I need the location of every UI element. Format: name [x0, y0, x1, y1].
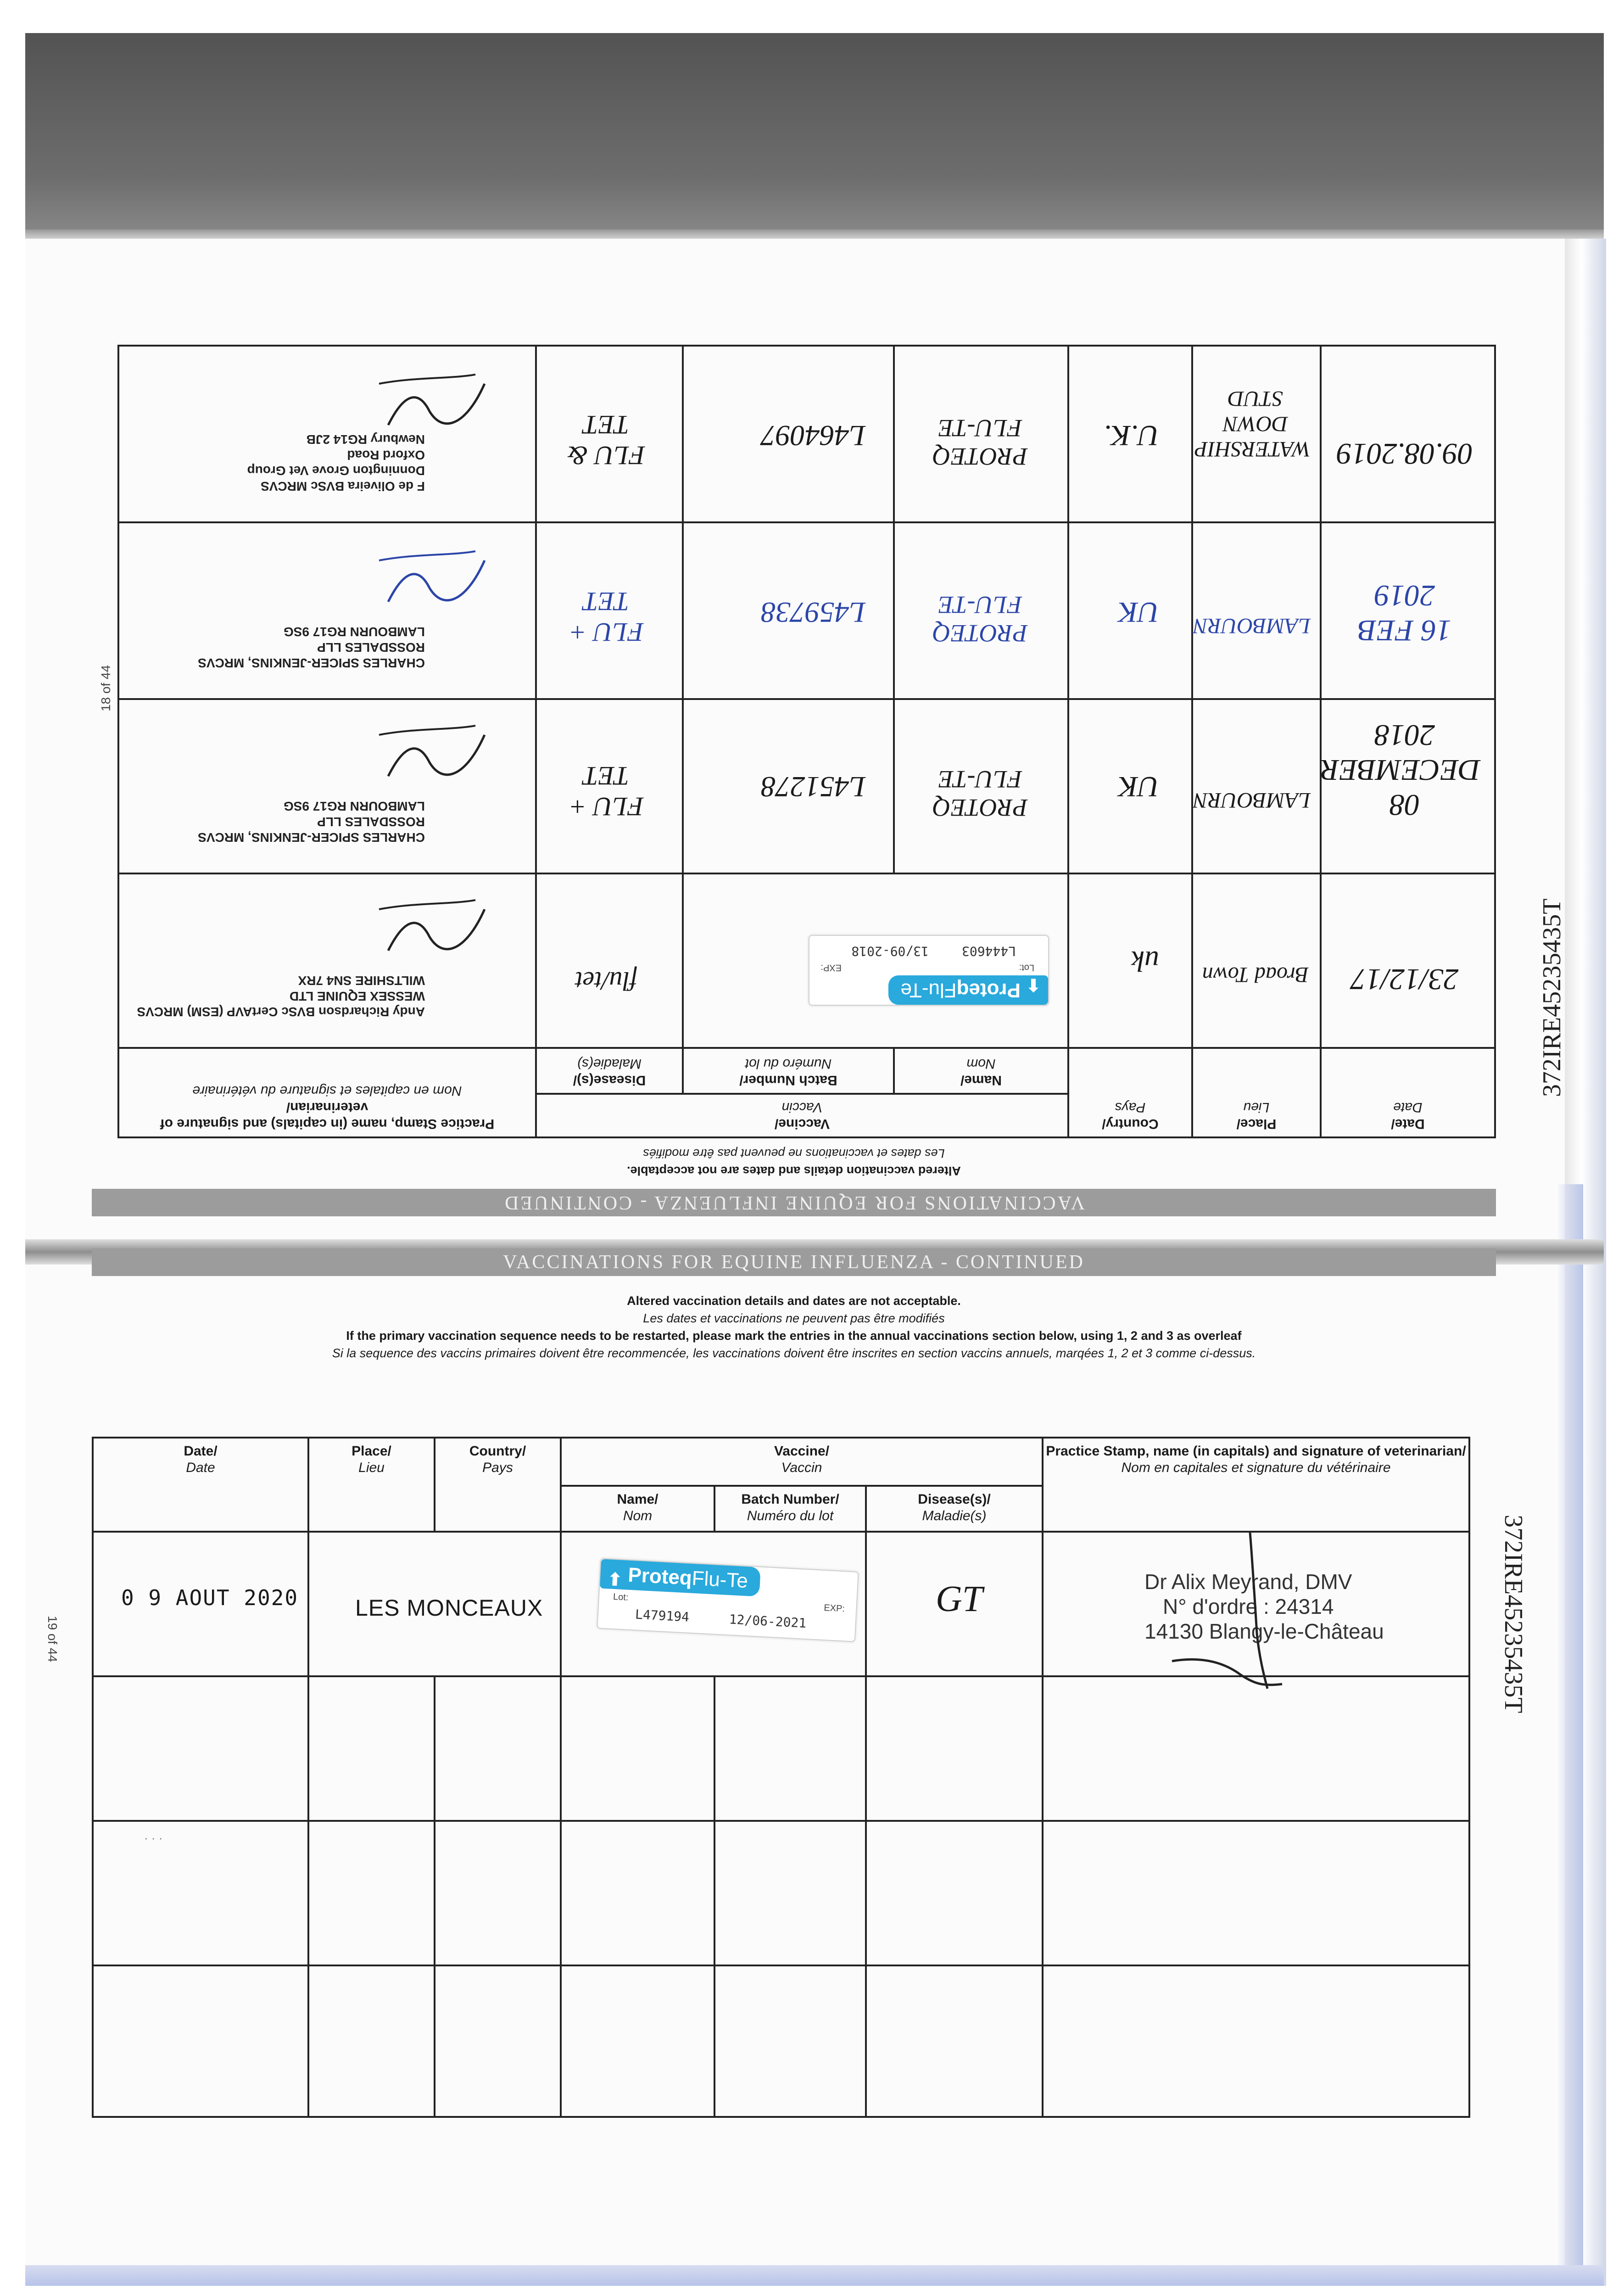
- vaccine-name: PROTEQ FLU-TE: [932, 414, 1028, 470]
- place-cell: [1192, 522, 1321, 699]
- header-place: Place/ Lieu: [1192, 1048, 1321, 1137]
- exp-label: EXP:: [823, 1602, 845, 1614]
- table-row: [118, 522, 1495, 699]
- restart-notice-fr: Si la sequence des vaccins primaires doivent être recommencée, les vaccinations doivent être inscrites en section vaccins annuels, marqées 1, 2 et 3 comme ci-dessus.: [332, 1346, 1256, 1360]
- stamp-cell: [118, 873, 536, 1048]
- header-stamp: Practice Stamp, name (in capitals) and signature of veterinarian/ Nom en capitales et signature du vétérinaire: [118, 1048, 536, 1137]
- page-19: [45, 1248, 1528, 2267]
- blue-cover-edge: [1556, 1184, 1583, 2277]
- stamp-cell: [1043, 1532, 1469, 1676]
- table-row: [118, 873, 1495, 1048]
- disease: FLU + TET: [569, 761, 644, 822]
- disease-cell: [866, 1532, 1043, 1676]
- header-vaccine: Vaccine/ Vaccin: [536, 1094, 1068, 1137]
- vaccination-country: uk: [1131, 945, 1159, 978]
- vaccination-country: U.K.: [1104, 420, 1159, 452]
- stamp-cell: [118, 346, 536, 522]
- vaccination-country: UK: [1118, 771, 1159, 803]
- exp-label: EXP:: [820, 963, 842, 973]
- header-name: Name/ Nom: [561, 1486, 714, 1532]
- vaccination-date: 23/12/17: [1351, 963, 1459, 996]
- batch-cell: [683, 346, 894, 522]
- header-date: Date/ Date: [93, 1438, 308, 1532]
- altered-notice-fr: Les dates et vaccinations ne peuvent pas être modifiés: [643, 1311, 945, 1325]
- page-18: [92, 353, 1566, 1216]
- vaccination-date: 08 DECEMBER 2018: [1320, 718, 1480, 822]
- altered-notice-fr: Les dates et vaccinations ne peuvent pas être modifiés: [643, 1147, 945, 1160]
- vet-signature: [1144, 1523, 1337, 1698]
- table-row: [118, 346, 1495, 522]
- header-name: Name/ Nom: [894, 1048, 1068, 1094]
- lot-label: Lot:: [1019, 963, 1034, 973]
- place-country-cell: [308, 1532, 561, 1676]
- date-cell: [1321, 699, 1495, 873]
- vet-stamp: CHARLES SPICER-JENKINS, MRCVS ROSSDALES LLP LAMBOURN RG17 9SG: [198, 625, 425, 670]
- table-row: [93, 1821, 1469, 1965]
- expiry-date: 13/09-2018: [851, 944, 929, 959]
- vet-stamp: CHARLES SPICER-JENKINS, MRCVS ROSSDALES LLP LAMBOURN RG17 9SG: [198, 799, 425, 845]
- batch-number: L451278: [761, 771, 865, 803]
- header-disease: Disease(s)/ Maladie(s): [866, 1486, 1043, 1532]
- scanner-shadow: [25, 33, 1604, 239]
- disease-cell: [536, 346, 683, 522]
- altered-notice-en: Altered vaccination details and dates are not acceptable.: [627, 1164, 961, 1178]
- passport-code-19: 372IRE45235435T: [1499, 1515, 1528, 1713]
- vaccine-label-brand: ⬆ ProteqFlu-Te: [888, 975, 1048, 1005]
- disease: flu/tet: [575, 966, 637, 996]
- header-place: Place/ Lieu: [308, 1438, 435, 1532]
- place-cell: [1192, 346, 1321, 522]
- vaccine-label-brand: ⬆ ProteqFlu-Te: [600, 1559, 760, 1596]
- country-cell: [1068, 346, 1192, 522]
- table-row: [118, 699, 1495, 873]
- header-country: Country/ Pays: [1068, 1048, 1192, 1137]
- disease-handwritten: GT: [936, 1579, 983, 1619]
- vet-stamp: Andy Richardson BVSc CertAVP (ESM) MRCVS WESSEX EQUINE LTD WILTSHIRE SN4 7RX: [137, 974, 425, 1019]
- country-cell: [1068, 873, 1192, 1048]
- vaccine-name: PROTEQ FLU-TE: [932, 766, 1028, 822]
- batch-cell: [683, 522, 894, 699]
- stamp-cell: [118, 522, 536, 699]
- table-row: [93, 1965, 1469, 2117]
- disease-cell: [536, 873, 683, 1048]
- date-cell: [1321, 522, 1495, 699]
- date-cell: [1321, 346, 1495, 522]
- date-cell: [93, 1532, 308, 1676]
- restart-notice-en: If the primary vaccination sequence needs to be restarted, please mark the entries in the annual vaccinations section below, using 1, 2 and 3 as overleaf: [346, 1329, 1242, 1343]
- header-batch: Batch Number/ Numéro du lot: [683, 1048, 894, 1094]
- header-country: Country/ Pays: [435, 1438, 561, 1532]
- header-date: Date/ Date: [1321, 1048, 1495, 1137]
- page-number-19: 19 of 44: [45, 1616, 60, 1662]
- arrow-icon: ⬆: [607, 1570, 623, 1590]
- place-cell: [1192, 699, 1321, 873]
- header-disease: Disease(s)/ Maladie(s): [536, 1048, 683, 1094]
- country-cell: [1068, 699, 1192, 873]
- vaccine-name-cell: [894, 346, 1068, 522]
- arrow-icon: ⬆: [1026, 975, 1041, 994]
- vaccination-country: UK: [1118, 596, 1159, 629]
- disease: FLU + TET: [569, 587, 644, 647]
- vaccination-place: LAMBOURN: [1193, 614, 1311, 638]
- vaccine-name: PROTEQ FLU-TE: [932, 591, 1028, 647]
- table-row: [93, 1676, 1469, 1821]
- country-cell: [1068, 522, 1192, 699]
- vaccination-table-18: [117, 345, 1496, 1138]
- header-stamp: Practice Stamp, name (in capitals) and signature of veterinarian/ Nom en capitales et signature du vétérinaire: [1043, 1438, 1469, 1532]
- vaccination-place: WATERSHIP DOWN STUD: [1194, 386, 1311, 461]
- place-stamp: LES MONCEAUX: [355, 1595, 543, 1621]
- passport-code-18: 372IRE45235435T: [1538, 898, 1566, 1097]
- book-bottom-edge: [25, 2265, 1604, 2286]
- vet-signature: [365, 537, 494, 629]
- vaccination-place: Broad Town: [1202, 963, 1309, 987]
- place-cell: [1192, 873, 1321, 1048]
- lot-label: Lot:: [613, 1591, 629, 1603]
- vet-signature: [365, 712, 494, 804]
- stamp-cell: [118, 699, 536, 873]
- disease-cell: [536, 522, 683, 699]
- lot-number: L444603: [961, 944, 1016, 959]
- notes-19: [92, 1292, 1496, 1362]
- batch-cell: [683, 699, 894, 873]
- date-stamp: 0 9 AOUT 2020: [121, 1585, 299, 1610]
- disease-cell: [536, 699, 683, 873]
- vaccine-label-cell: [683, 873, 1068, 1048]
- lot-number: L479194: [635, 1606, 690, 1625]
- section-banner-19: VACCINATIONS FOR EQUINE INFLUENZA - CONTINUED: [92, 1248, 1496, 1276]
- section-banner: VACCINATIONS FOR EQUINE INFLUENZA - CONTINUED: [92, 1189, 1496, 1216]
- altered-notice: [92, 1145, 1496, 1180]
- vaccination-place: LAMBOURN: [1193, 788, 1311, 812]
- vaccine-name-cell: [894, 699, 1068, 873]
- vet-stamp: F de Oliveira BVSc MRCVS Donnington Grove Vet Group Oxford Road Newbury RG14 2JB: [247, 432, 425, 493]
- batch-number: L464097: [761, 420, 865, 452]
- faint-stamp-mark: · · ·: [144, 1831, 163, 1845]
- disease: FLU & TET: [567, 410, 645, 470]
- header-vaccine: Vaccine/ Vaccin: [561, 1438, 1043, 1486]
- table-row: [93, 1532, 1469, 1676]
- vet-signature: [365, 886, 494, 978]
- vaccination-table-19: [92, 1437, 1470, 2118]
- vaccine-label: [597, 1558, 859, 1642]
- altered-notice-en: Altered vaccination details and dates are not acceptable.: [627, 1294, 961, 1308]
- vaccination-date: 16 FEB 2019: [1358, 579, 1451, 647]
- date-cell: [1321, 873, 1495, 1048]
- vaccine-name-cell: [894, 522, 1068, 699]
- header-batch: Batch Number/ Numéro du lot: [714, 1486, 866, 1532]
- batch-number: L459738: [761, 596, 865, 629]
- vaccination-date: 09.08.2019: [1336, 437, 1473, 470]
- vaccine-label-cell: [561, 1532, 866, 1676]
- vet-stamp: Dr Alix Meyrand, DMV N° d'ordre : 24314 14130 Blangy-le-Château: [1144, 1570, 1384, 1643]
- expiry-date: 12/06-2021: [728, 1612, 807, 1631]
- vet-signature: [365, 361, 494, 453]
- vaccine-label: [809, 935, 1049, 1006]
- page-number-18: 18 of 44: [99, 665, 113, 711]
